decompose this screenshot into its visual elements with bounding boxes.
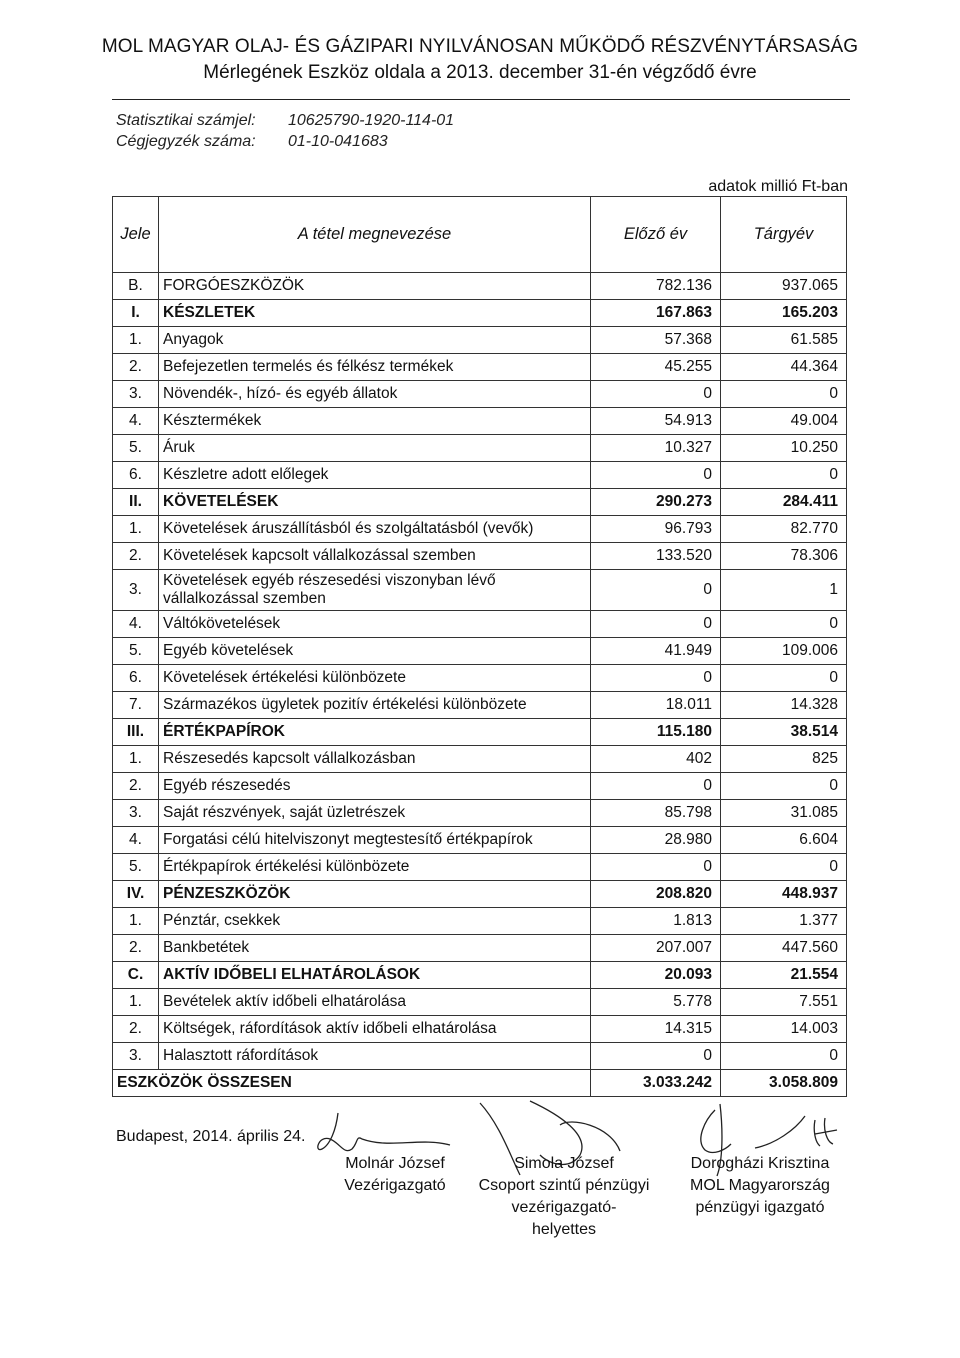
- table-header-row: [113, 197, 847, 273]
- row-code: 1.: [113, 989, 159, 1016]
- row-prev-year: 57.368: [591, 327, 721, 354]
- row-prev-year: 0: [591, 665, 721, 692]
- row-name: Halasztott ráfordítások: [159, 1043, 591, 1070]
- table-row: [113, 1043, 847, 1070]
- row-prev-year: 0: [591, 570, 721, 611]
- row-prev-year: 402: [591, 746, 721, 773]
- row-code: B.: [113, 273, 159, 300]
- signatory-title: MOL Magyarország: [690, 1177, 830, 1194]
- signatory-title: vezérigazgató-: [511, 1199, 617, 1216]
- row-code: C.: [113, 962, 159, 989]
- place-date: Budapest, 2014. április 24.: [116, 1128, 306, 1145]
- row-code: 6.: [113, 665, 159, 692]
- row-code: III.: [113, 719, 159, 746]
- row-code: II.: [113, 489, 159, 516]
- row-prev-year: 85.798: [591, 800, 721, 827]
- table-row: [113, 827, 847, 854]
- table-row: [113, 800, 847, 827]
- row-current-year: 447.560: [721, 935, 847, 962]
- row-name: FORGÓESZKÖZÖK: [159, 273, 591, 300]
- registry-number-line: [116, 133, 388, 151]
- table-row: [113, 489, 847, 516]
- row-name: Anyagok: [159, 327, 591, 354]
- document-subtitle: Mérlegének Eszköz oldala a 2013. december 31-én végződő évre: [203, 62, 757, 83]
- row-current-year: 7.551: [721, 989, 847, 1016]
- row-prev-year: 41.949: [591, 638, 721, 665]
- row-current-year: 448.937: [721, 881, 847, 908]
- row-prev-year: 28.980: [591, 827, 721, 854]
- row-name: Költségek, ráfordítások aktív időbeli elhatárolása: [159, 1016, 591, 1043]
- registry-number-value: 01-10-041683: [288, 133, 388, 150]
- table-row: [113, 881, 847, 908]
- table-row: [113, 908, 847, 935]
- row-current-year: 284.411: [721, 489, 847, 516]
- signatory-name: Molnár József: [345, 1155, 445, 1172]
- row-name: ÉRTÉKPAPÍROK: [159, 719, 591, 746]
- signatory-doroghazi: [676, 1153, 844, 1219]
- row-prev-year: 0: [591, 381, 721, 408]
- company-name: MOL MAGYAR OLAJ- ÉS GÁZIPARI NYILVÁNOSAN MŰKÖDŐ RÉSZVÉNYTÁRSASÁG: [101, 36, 859, 57]
- row-name: KÖVETELÉSEK: [159, 489, 591, 516]
- unit-note: adatok millió Ft-ban: [708, 178, 848, 195]
- row-name: Követelések értékelési különbözete: [159, 665, 591, 692]
- row-name: Növendék-, hízó- és egyéb állatok: [159, 381, 591, 408]
- row-name: Késztermékek: [159, 408, 591, 435]
- header-rule: [112, 99, 850, 100]
- table-row: [113, 719, 847, 746]
- row-name: Részesedés kapcsolt vállalkozásban: [159, 746, 591, 773]
- signatory-name: Simola József: [514, 1155, 614, 1172]
- table-row: [113, 381, 847, 408]
- row-code: 5.: [113, 854, 159, 881]
- row-current-year: 38.514: [721, 719, 847, 746]
- row-code: 1.: [113, 327, 159, 354]
- table-row: [113, 354, 847, 381]
- row-code: 4.: [113, 611, 159, 638]
- row-current-year: 6.604: [721, 827, 847, 854]
- row-current-year: 78.306: [721, 543, 847, 570]
- row-name: KÉSZLETEK: [159, 300, 591, 327]
- row-name: AKTÍV IDŐBELI ELHATÁROLÁSOK: [159, 962, 591, 989]
- signatory-molnar: [330, 1153, 460, 1197]
- row-prev-year: 167.863: [591, 300, 721, 327]
- table-row: [113, 327, 847, 354]
- row-code: 4.: [113, 827, 159, 854]
- table-row: [113, 935, 847, 962]
- row-code: I.: [113, 300, 159, 327]
- row-code: 4.: [113, 408, 159, 435]
- row-code: 2.: [113, 354, 159, 381]
- table-row: [113, 665, 847, 692]
- row-prev-year: 0: [591, 854, 721, 881]
- row-name: Követelések egyéb részesedési viszonyban lévő vállalkozással szemben: [159, 570, 591, 611]
- row-code: 3.: [113, 800, 159, 827]
- row-current-year: 0: [721, 1043, 847, 1070]
- signatory-title: pénzügyi igazgató: [695, 1199, 825, 1216]
- row-current-year: 44.364: [721, 354, 847, 381]
- table-row: [113, 692, 847, 719]
- row-name: Bankbetétek: [159, 935, 591, 962]
- row-current-year: 0: [721, 381, 847, 408]
- total-current-year: 3.058.809: [721, 1070, 847, 1097]
- row-code: 2.: [113, 773, 159, 800]
- row-current-year: 109.006: [721, 638, 847, 665]
- row-name: Egyéb részesedés: [159, 773, 591, 800]
- row-prev-year: 115.180: [591, 719, 721, 746]
- table-row: [113, 462, 847, 489]
- row-name: Forgatási célú hitelviszonyt megtestesítő értékpapírok: [159, 827, 591, 854]
- row-name: Követelések kapcsolt vállalkozással szemben: [159, 543, 591, 570]
- row-code: 3.: [113, 1043, 159, 1070]
- total-prev-year: 3.033.242: [591, 1070, 721, 1097]
- row-current-year: 1.377: [721, 908, 847, 935]
- header-name: A tétel megnevezése: [159, 197, 591, 273]
- table-row: [113, 408, 847, 435]
- row-current-year: 82.770: [721, 516, 847, 543]
- row-prev-year: 10.327: [591, 435, 721, 462]
- statistical-number-value: 10625790-1920-114-01: [288, 112, 455, 129]
- row-code: 2.: [113, 1016, 159, 1043]
- row-code: 7.: [113, 692, 159, 719]
- table-row: [113, 638, 847, 665]
- row-name: Készletre adott előlegek: [159, 462, 591, 489]
- row-prev-year: 782.136: [591, 273, 721, 300]
- row-code: 3.: [113, 381, 159, 408]
- table-row: [113, 989, 847, 1016]
- row-code: IV.: [113, 881, 159, 908]
- row-current-year: 937.065: [721, 273, 847, 300]
- header-prev-year: Előző év: [591, 197, 721, 273]
- total-row: [113, 1070, 847, 1097]
- statistical-number-line: [116, 112, 454, 130]
- row-code: 2.: [113, 935, 159, 962]
- row-prev-year: 207.007: [591, 935, 721, 962]
- row-prev-year: 133.520: [591, 543, 721, 570]
- table-row: [113, 611, 847, 638]
- row-name: Saját részvények, saját üzletrészek: [159, 800, 591, 827]
- signatory-name: Dorogházi Krisztina: [690, 1155, 830, 1172]
- row-name: PÉNZESZKÖZÖK: [159, 881, 591, 908]
- row-prev-year: 5.778: [591, 989, 721, 1016]
- balance-table: [112, 196, 847, 1097]
- row-prev-year: 20.093: [591, 962, 721, 989]
- row-current-year: 825: [721, 746, 847, 773]
- row-code: 3.: [113, 570, 159, 611]
- table-row: [113, 570, 847, 611]
- row-name: Egyéb követelések: [159, 638, 591, 665]
- row-prev-year: 0: [591, 611, 721, 638]
- table-row: [113, 543, 847, 570]
- row-current-year: 1: [721, 570, 847, 611]
- row-prev-year: 290.273: [591, 489, 721, 516]
- table-row: [113, 773, 847, 800]
- row-prev-year: 96.793: [591, 516, 721, 543]
- row-current-year: 10.250: [721, 435, 847, 462]
- signatory-title: Vezérigazgató: [344, 1177, 446, 1194]
- row-current-year: 0: [721, 665, 847, 692]
- row-prev-year: 14.315: [591, 1016, 721, 1043]
- table-row: [113, 962, 847, 989]
- table-row: [113, 1016, 847, 1043]
- row-code: 1.: [113, 908, 159, 935]
- row-prev-year: 0: [591, 462, 721, 489]
- row-name: Áruk: [159, 435, 591, 462]
- table-row: [113, 746, 847, 773]
- row-prev-year: 54.913: [591, 408, 721, 435]
- row-prev-year: 45.255: [591, 354, 721, 381]
- row-current-year: 0: [721, 854, 847, 881]
- signatory-simola: [466, 1153, 662, 1241]
- row-name: Értékpapírok értékelési különbözete: [159, 854, 591, 881]
- row-current-year: 49.004: [721, 408, 847, 435]
- row-current-year: 0: [721, 611, 847, 638]
- table-row: [113, 273, 847, 300]
- row-prev-year: 1.813: [591, 908, 721, 935]
- row-current-year: 14.328: [721, 692, 847, 719]
- total-label: ESZKÖZÖK ÖSSZESEN: [113, 1070, 591, 1097]
- registry-number-label: Cégjegyzék száma:: [116, 133, 256, 150]
- row-current-year: 0: [721, 462, 847, 489]
- statistical-number-label: Statisztikai számjel:: [116, 112, 256, 129]
- table-row: [113, 435, 847, 462]
- row-name: Követelések áruszállításból és szolgáltatásból (vevők): [159, 516, 591, 543]
- signatory-title: helyettes: [531, 1221, 597, 1238]
- row-name: Váltókövetelések: [159, 611, 591, 638]
- row-code: 1.: [113, 746, 159, 773]
- row-name: Származékos ügyletek pozitív értékelési különbözete: [159, 692, 591, 719]
- header-current-year: Tárgyév: [721, 197, 847, 273]
- row-code: 5.: [113, 435, 159, 462]
- row-current-year: 0: [721, 773, 847, 800]
- row-prev-year: 208.820: [591, 881, 721, 908]
- row-code: 5.: [113, 638, 159, 665]
- table-row: [113, 854, 847, 881]
- row-current-year: 61.585: [721, 327, 847, 354]
- table-row: [113, 516, 847, 543]
- row-name: Bevételek aktív időbeli elhatárolása: [159, 989, 591, 1016]
- row-current-year: 165.203: [721, 300, 847, 327]
- row-code: 1.: [113, 516, 159, 543]
- row-prev-year: 0: [591, 773, 721, 800]
- row-code: 2.: [113, 543, 159, 570]
- signatory-title: Csoport szintű pénzügyi: [478, 1177, 650, 1194]
- row-name: Befejezetlen termelés és félkész termékek: [159, 354, 591, 381]
- row-code: 6.: [113, 462, 159, 489]
- row-prev-year: 0: [591, 1043, 721, 1070]
- row-prev-year: 18.011: [591, 692, 721, 719]
- header-code: Jele: [113, 197, 159, 273]
- row-current-year: 31.085: [721, 800, 847, 827]
- table-row: [113, 300, 847, 327]
- row-current-year: 21.554: [721, 962, 847, 989]
- row-current-year: 14.003: [721, 1016, 847, 1043]
- row-name: Pénztár, csekkek: [159, 908, 591, 935]
